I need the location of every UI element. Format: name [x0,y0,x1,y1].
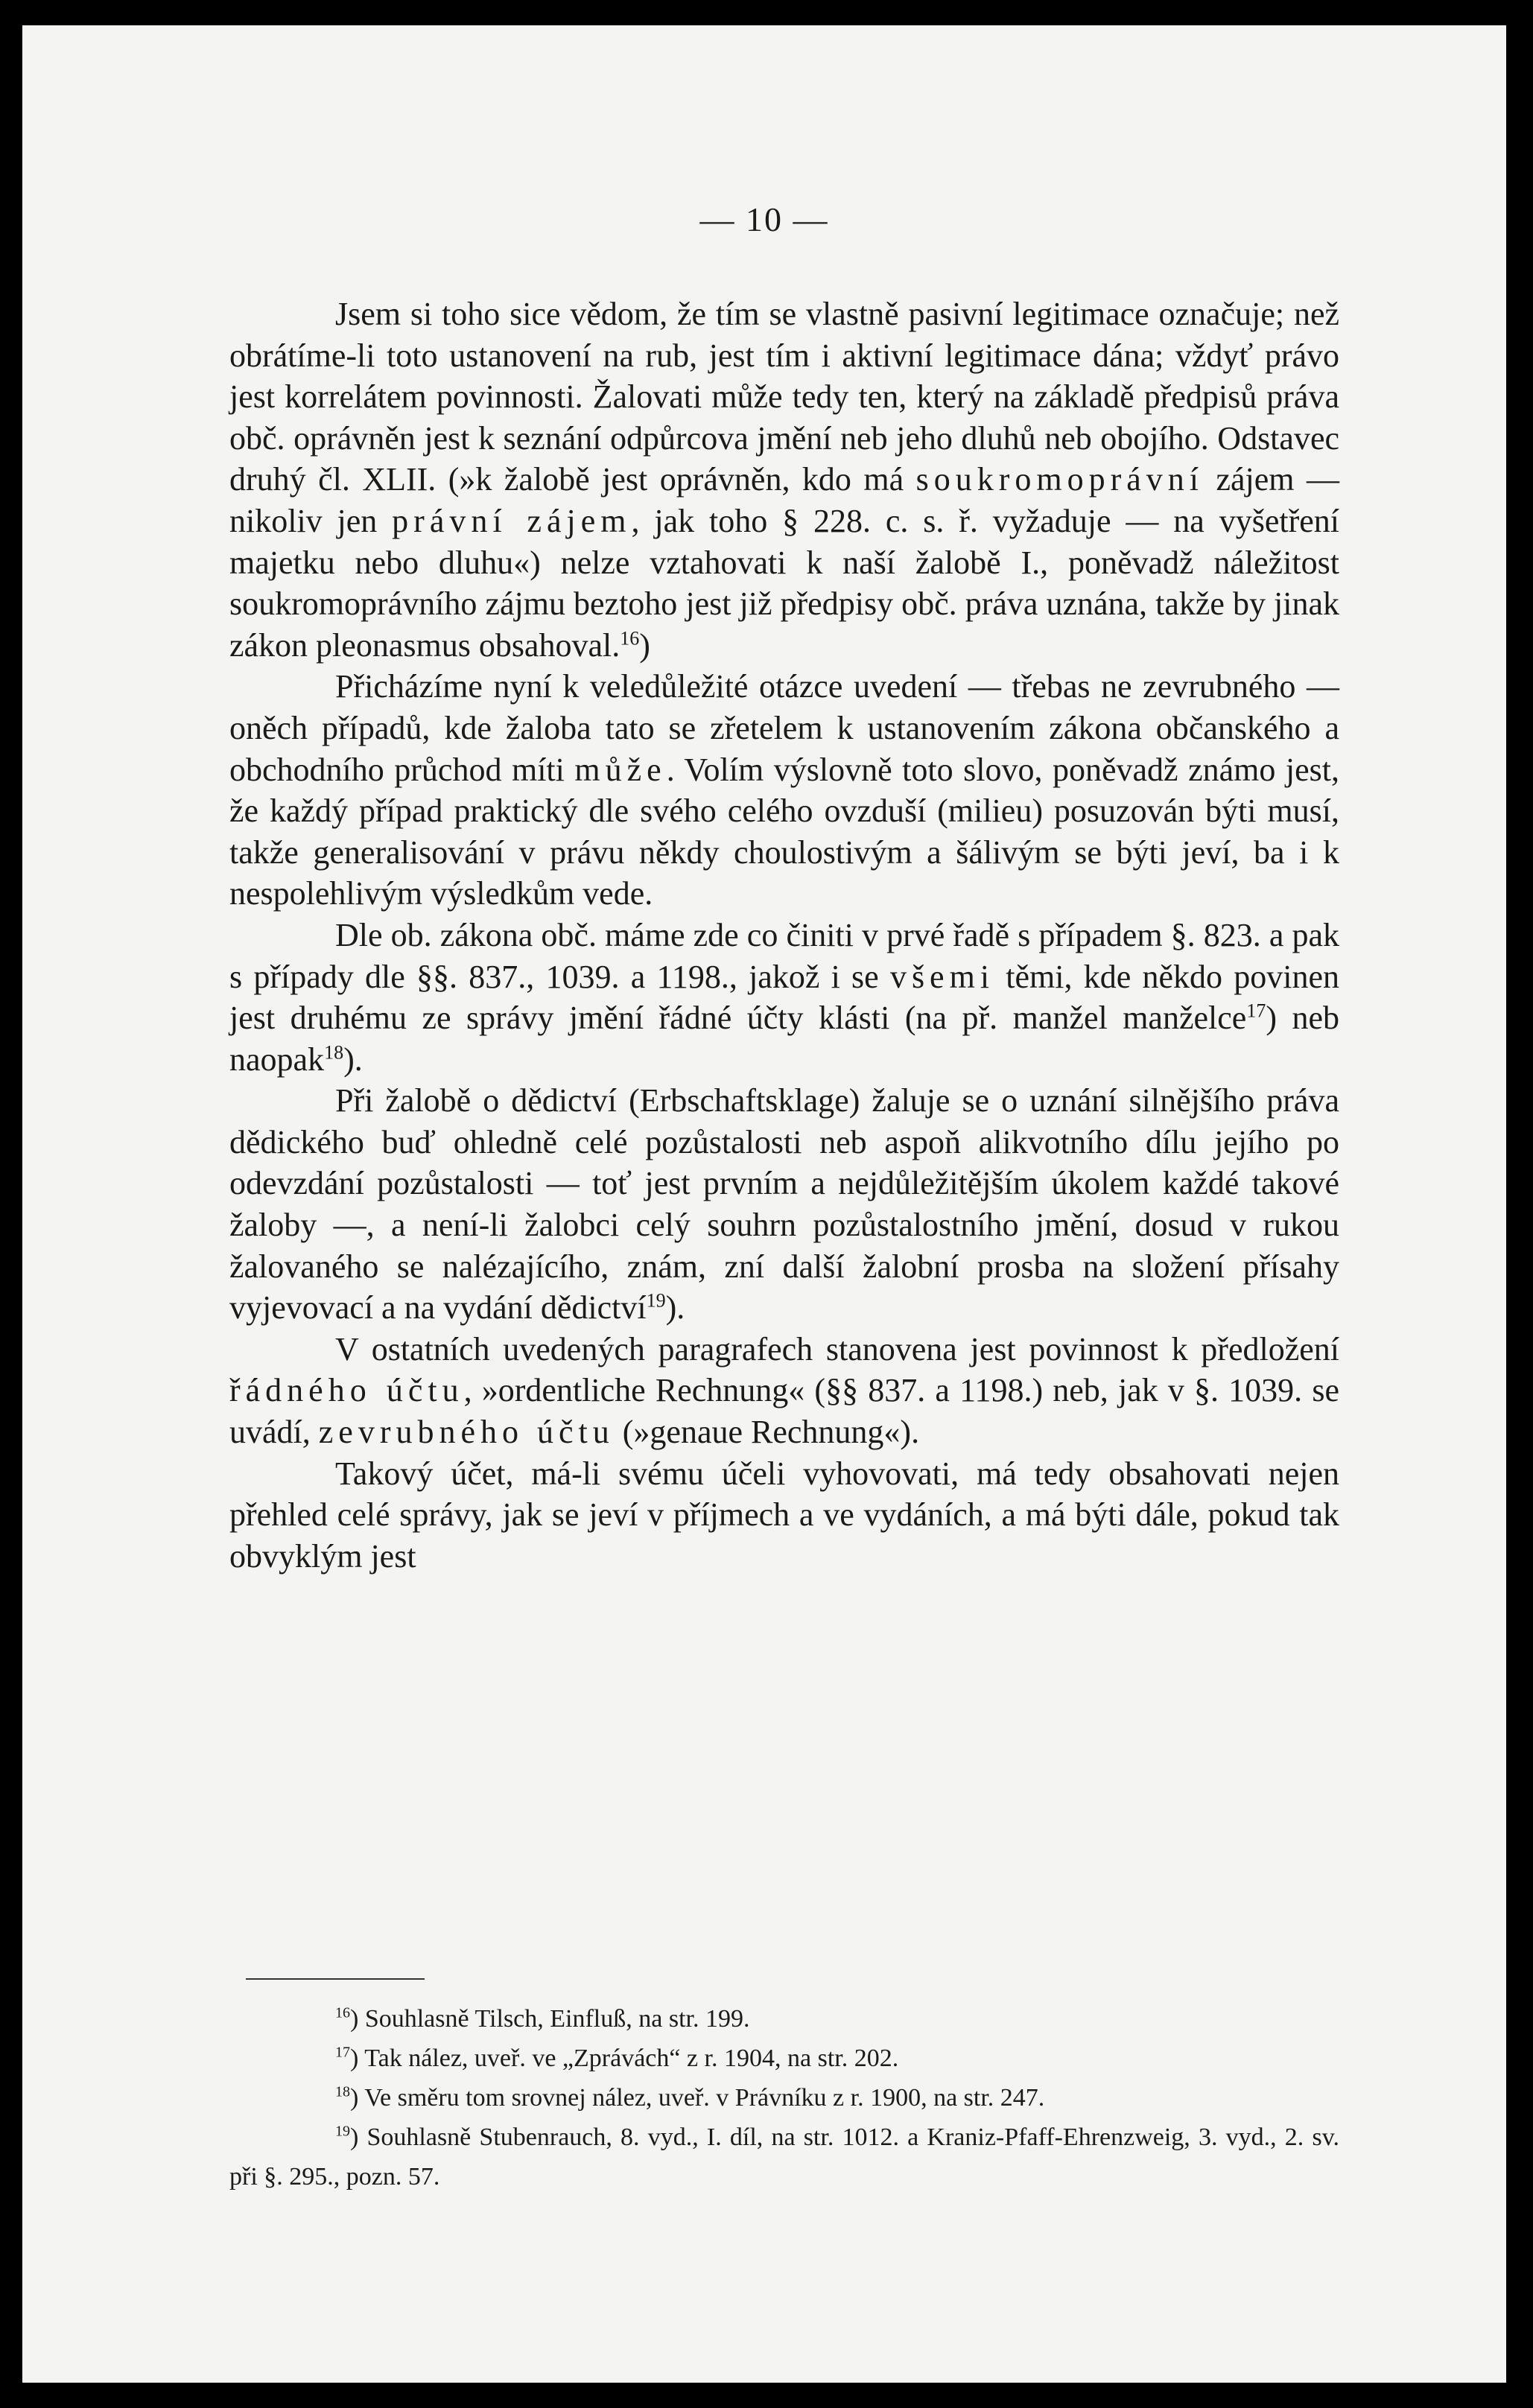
body-text [229,293,1339,1577]
footnote-marker: 19 [646,1289,666,1312]
text-run: Dle ob. zákona obč. máme zde co činiti v prvé řadě s případem §. 823. a pak s případy dle §§. 837., 1039. a 1198., jakož i se [229,916,1339,995]
footnote [229,2118,1339,2196]
paragraph [229,666,1339,915]
footnote-number: 17 [335,2044,350,2061]
footnote-marker: 17 [1246,1000,1266,1022]
text-run: zájem — nikoliv jen [229,461,1339,539]
footnote-number: 18 [335,2083,350,2100]
footnote-marker: 18 [324,1041,344,1064]
book-page [22,25,1506,2383]
text-run: těmi, kde někdo povinen jest druhému ze správy jmění řádné účty klásti (na př. manžel manželce [229,958,1340,1037]
text-run: ). [665,1289,685,1327]
text-run: Při žalobě o dědictví (Erbschaftsklage) žaluje se o uznání silnějšího práva dědického buď ohledně celé pozůstalosti neb aspoň alikvotního dílu jejího po odevzdání pozůstalosti — toť jest prvním a nejdůležitějším úkolem každé takové žaloby —, a není-li žalobci celý souhrn pozůstalostního jmění, dosud v rukou žalovaného se nalézajícího, znám, zní další žalobní prosba na složení přísahy vyjevovací a na vydání dědictví [229,1082,1339,1327]
footnote-divider [246,1978,425,1980]
footnote-text: ) Souhlasně Stubenrauch, 8. vyd., I. díl, na str. 1012. a Kraniz-Pfaff-Ehrenzweig, 3. vyd., 2. sv. při §. 295., pozn. 57. [229,2123,1339,2191]
footnote-text: ) Souhlasně Tilsch, Einfluß, na str. 199. [350,2005,750,2033]
text-run: , jak toho § 228. c. s. ř. vyžaduje — na vyšetření majetku nebo dluhu«) nelze vztahovati k naší žalobě I., poněvadž náležitost soukromoprávního zájmu beztoho jest již předpisy obč. práva uznána, takže by jinak zákon pleonasmus obsahoval. [229,502,1339,664]
footnote-text: ) Tak nález, uveř. ve „Zprávách“ z r. 1904, na str. 202. [350,2045,899,2072]
paragraph [229,1329,1339,1453]
text-run: Jsem si toho sice vědom, že tím se vlastně pasivní legitimace označuje; než obrátíme-li toto ustanovení na rub, jest tím i aktivní legitimace dána; vždyť právo jest korrelátem povinnosti. Žalovati může tedy ten, který na základě předpisů práva obč. oprávněn jest k seznání odpůrcova jmění neb jeho dluhů neb obojího. Odstavec druhý čl. XLII. (»k žalobě jest oprávněn, kdo má [229,296,1339,498]
footnotes [229,1999,1339,2196]
page-number: — 10 — [699,200,829,238]
text-run: V ostatních uvedených paragrafech stanovena jest povinnost k předložení [335,1330,1339,1367]
footnote [229,1999,1339,2039]
footnote-number: 19 [335,2123,350,2140]
spaced-text: řádného účtu [229,1372,464,1409]
text-run: ). [343,1041,363,1078]
footnote-marker: 16 [620,627,640,649]
footnote-number: 16 [335,2004,350,2021]
footnote-text: ) Ve směru tom srovnej nález, uveř. v Právníku z r. 1900, na str. 247. [350,2084,1045,2112]
spaced-text: právní zájem [392,502,632,539]
paragraph [229,1453,1339,1578]
text-run: Takový účet, má-li svému účeli vyhovovati, má tedy obsahovati nejen přehled celé správy, jak se jeví v příjmech a ve vydáních, a má býti dále, pokud tak obvyklým jest [229,1455,1339,1575]
text-run: Přicházíme nyní k veledůležité otázce uvedení — třebas ne zevrubného — oněch případů, kde žaloba tato se zřetelem k ustanovením zákona občanského a obchodního průchod míti [229,668,1339,788]
footnote [229,2039,1339,2078]
paragraph [229,1080,1339,1329]
text-run: ) [639,626,650,664]
text-run: . Volím výslovně toto slovo, poněvadž známo jest, že každý případ praktický dle svého celého ovzduší (milieu) posuzován býti musí, takže generalisování v právu někdy choulostivým a šálivým se býti jeví, ba i k nespolehlivým výsledkům vede. [229,751,1339,912]
paragraph [229,293,1339,666]
spaced-text: může [574,751,667,788]
spaced-text: zevrubného účtu [318,1414,615,1451]
spaced-text: soukromoprávní [915,461,1204,498]
footnote [229,2078,1339,2118]
text-run: , »ordentliche Rechnung« (§§ 837. a 1198.) neb, jak v §. 1039. se uvádí, [229,1372,1339,1451]
text-run: (»genaue Rechnung«). [614,1414,920,1451]
paragraph [229,915,1339,1080]
spaced-text: všemi [889,958,995,995]
text-run: ) neb naopak [229,1000,1339,1078]
